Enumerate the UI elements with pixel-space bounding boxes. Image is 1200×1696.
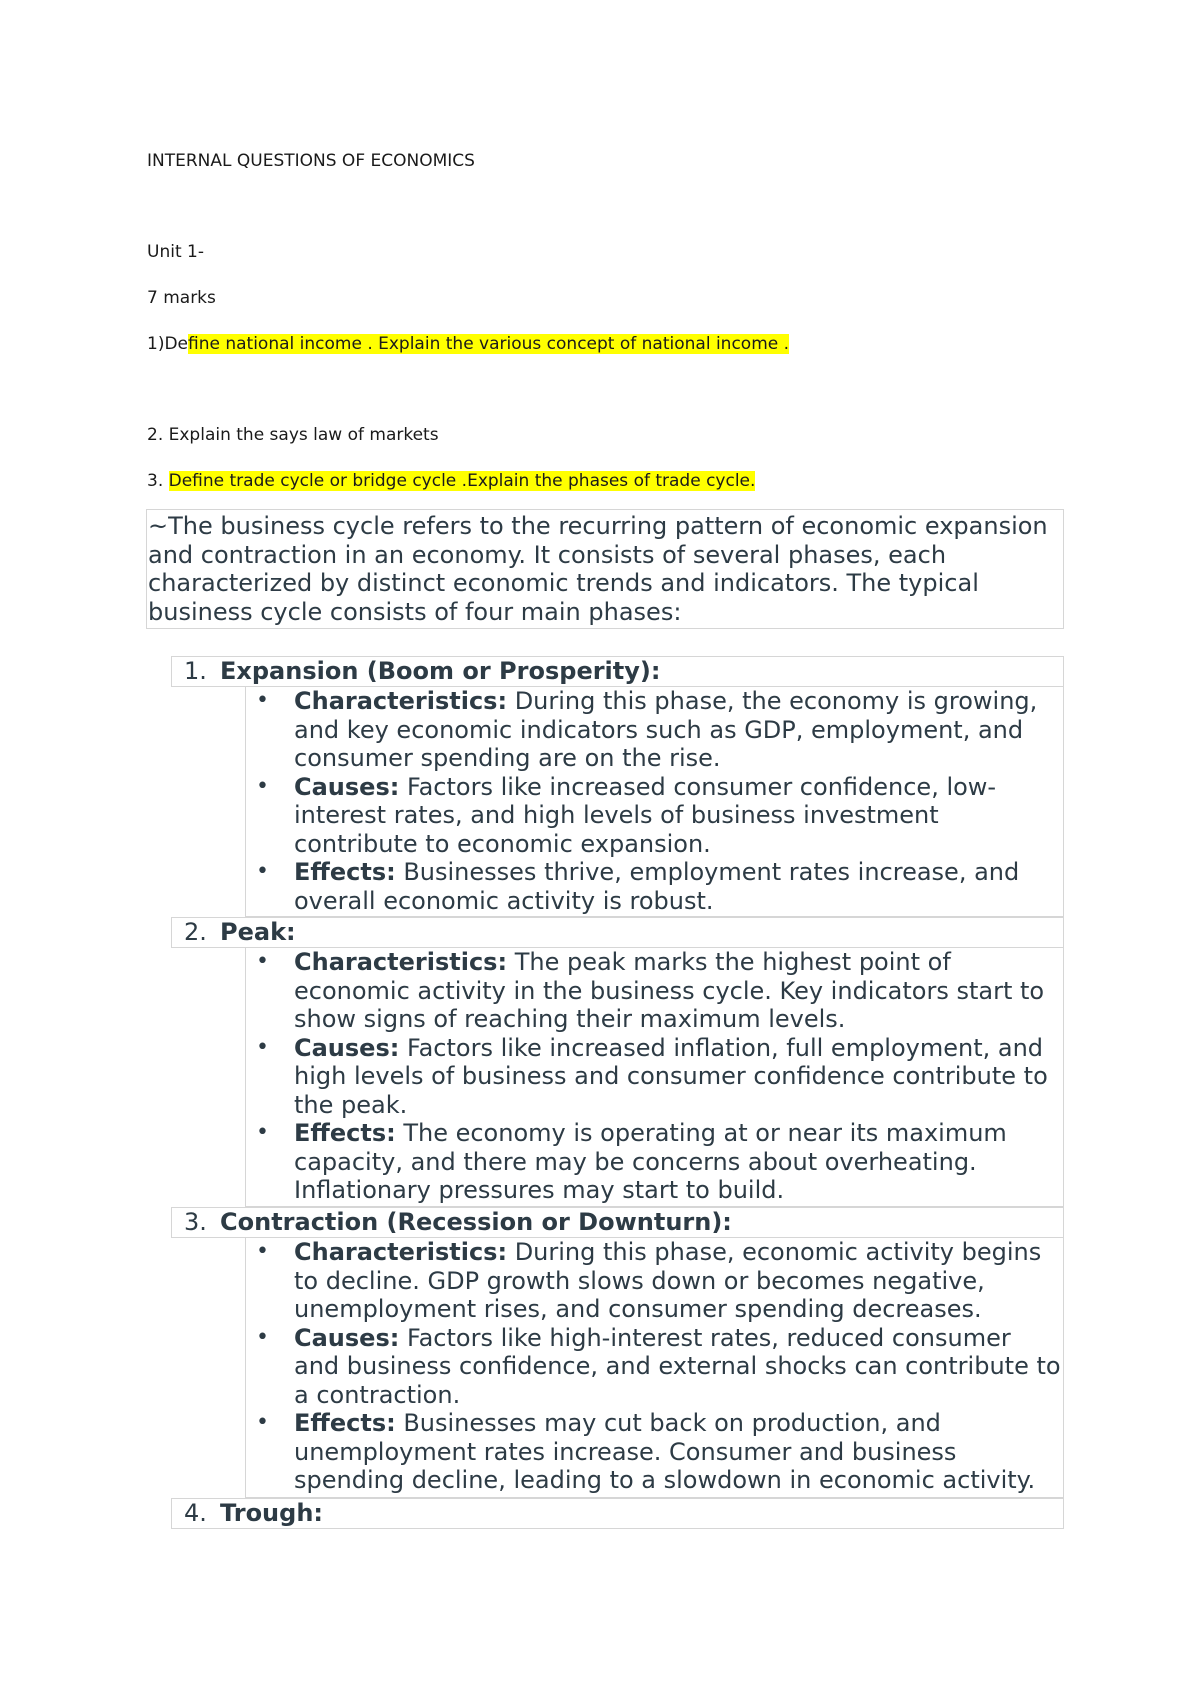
bullet-icon: • xyxy=(256,1120,269,1145)
list-item xyxy=(246,948,1063,1034)
bullet-icon: • xyxy=(256,1239,269,1264)
point-text: Businesses may cut back on production, and unemployment rates increase. Consumer and business spending decline, leading to a slowdown in economic activity. xyxy=(294,1409,1036,1494)
list-item xyxy=(246,1324,1063,1410)
marks-label: 7 marks xyxy=(147,288,216,308)
point-label: Causes: xyxy=(294,772,400,801)
phase-number: 2. xyxy=(184,918,207,946)
point-label: Characteristics: xyxy=(294,687,508,715)
phase-heading-peak xyxy=(171,917,1064,948)
phase-points-peak xyxy=(245,948,1064,1207)
phase-points-contraction xyxy=(245,1238,1064,1498)
unit-label: Unit 1- xyxy=(147,242,204,262)
document-title: INTERNAL QUESTIONS OF ECONOMICS xyxy=(147,151,475,171)
phase-number: 3. xyxy=(184,1208,207,1236)
list-item xyxy=(246,1238,1063,1324)
question-1 xyxy=(147,333,789,355)
point-label: Characteristics: xyxy=(294,1238,508,1266)
point-text: During this phase, economic activity begins to decline. GDP growth slows down or becomes negative, unemployment rises, and consumer spending decreases. xyxy=(294,1238,1042,1323)
list-item xyxy=(246,1034,1063,1120)
question-3-prefix: 3. xyxy=(147,471,169,491)
point-text: The peak marks the highest point of economic activity in the business cycle. Key indicators start to show signs of reaching their maximum levels. xyxy=(294,948,1045,1033)
phase-title: Expansion (Boom or Prosperity): xyxy=(220,657,661,685)
bullet-icon: • xyxy=(256,688,269,713)
list-item xyxy=(246,858,1063,915)
list-item xyxy=(246,773,1063,859)
answer-intro: ~The business cycle refers to the recurring pattern of economic expansion and contraction in an economy. It consists of several phases, each characterized by distinct economic trends and indicators. The typical business cycle consists of four main phases: xyxy=(148,512,1048,626)
question-3 xyxy=(147,470,755,492)
point-text: Factors like increased consumer confidence, low-interest rates, and high levels of business investment contribute to economic expansion. xyxy=(294,772,997,858)
point-text: Factors like increased inflation, full employment, and high levels of business and consumer confidence contribute to the peak. xyxy=(294,1033,1048,1119)
list-item xyxy=(246,1409,1063,1495)
bullet-icon: • xyxy=(256,1324,269,1350)
question-3-highlight: Define trade cycle or bridge cycle .Explain the phases of trade cycle. xyxy=(168,471,756,491)
bullet-icon: • xyxy=(256,949,269,974)
question-2: 2. Explain the says law of markets xyxy=(147,425,439,445)
point-text: During this phase, the economy is growing, and key economic indicators such as GDP, employment, and consumer spending are on the rise. xyxy=(294,687,1038,772)
point-text: Factors like high-interest rates, reduced consumer and business confidence, and external shocks can contribute to a contraction. xyxy=(294,1323,1061,1409)
bullet-icon: • xyxy=(256,773,269,799)
point-label: Characteristics: xyxy=(294,948,508,976)
point-text: Businesses thrive, employment rates increase, and overall economic activity is robust. xyxy=(294,858,1020,915)
bullet-icon: • xyxy=(256,1410,269,1435)
phase-number: 1. xyxy=(184,657,207,685)
point-label: Effects: xyxy=(294,1119,396,1147)
point-text: The economy is operating at or near its maximum capacity, and there may be concerns about overheating. Inflationary pressures may start to build. xyxy=(294,1119,1007,1204)
phase-title: Contraction (Recession or Downturn): xyxy=(220,1208,732,1236)
phase-number: 4. xyxy=(184,1499,207,1527)
phase-points-expansion xyxy=(245,687,1064,917)
question-1-highlight: fine national income . Explain the various concept of national income . xyxy=(188,334,790,354)
question-1-prefix: 1)De xyxy=(147,334,188,354)
phase-title: Peak: xyxy=(220,918,296,946)
bullet-icon: • xyxy=(256,859,269,884)
phase-title: Trough: xyxy=(220,1499,324,1527)
point-label: Effects: xyxy=(294,858,396,886)
phase-heading-expansion xyxy=(171,656,1064,687)
list-item xyxy=(246,1119,1063,1205)
phase-heading-trough xyxy=(171,1498,1064,1529)
list-item xyxy=(246,687,1063,773)
phase-heading-contraction xyxy=(171,1207,1064,1238)
answer-intro-box xyxy=(146,509,1064,629)
point-label: Effects: xyxy=(294,1409,396,1437)
point-label: Causes: xyxy=(294,1323,400,1352)
bullet-icon: • xyxy=(256,1034,269,1060)
point-label: Causes: xyxy=(294,1033,400,1062)
